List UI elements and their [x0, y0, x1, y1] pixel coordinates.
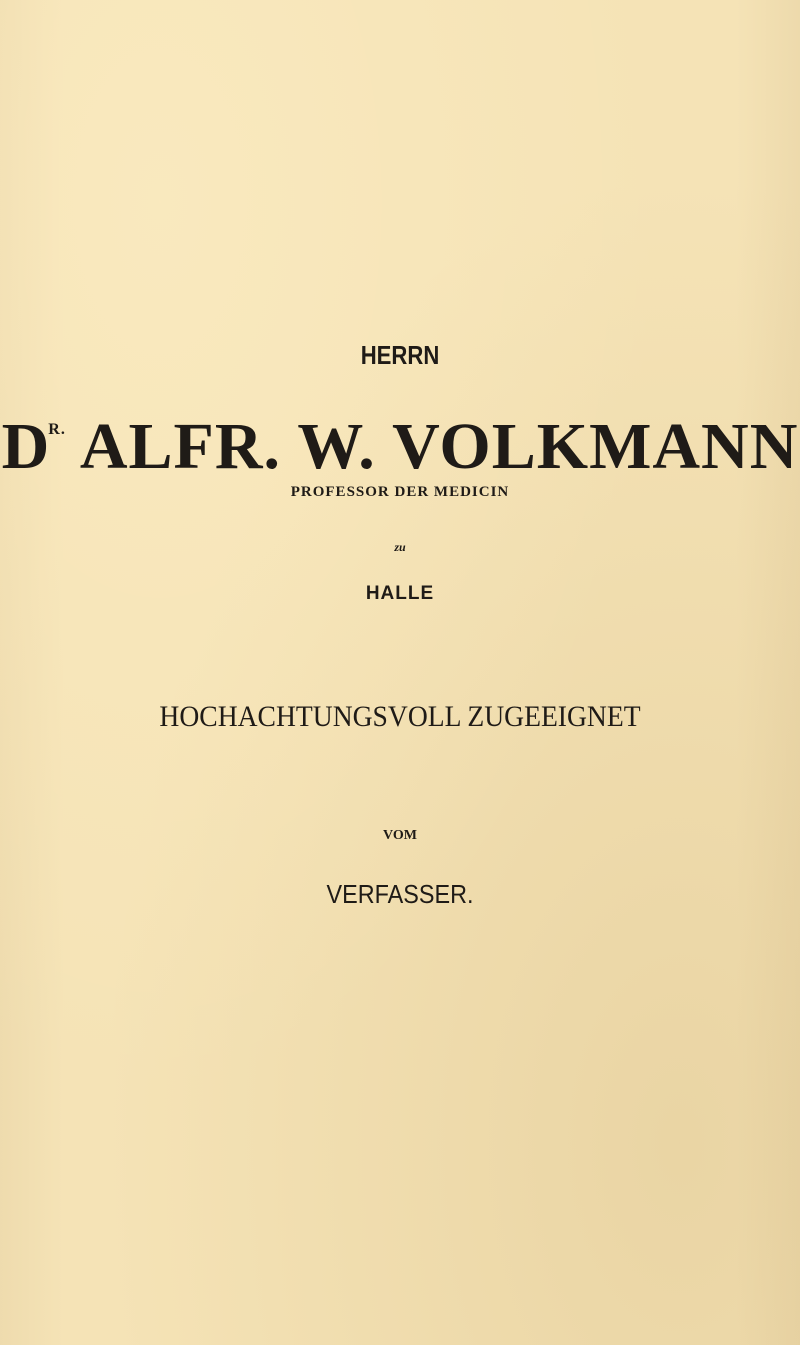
preposition-zu: zu: [394, 540, 406, 554]
name-prefix-superscript: R.: [48, 421, 66, 438]
name-text: ALFR. W. VOLKMANN: [79, 410, 799, 483]
preposition-vom: VOM: [383, 828, 417, 843]
author-verfasser: VERFASSER.: [326, 879, 474, 909]
salutation-herrn: HERRN: [360, 340, 440, 370]
dedication-phrase: HOCHACHTUNGSVOLL ZUGEEIGNET: [159, 700, 641, 733]
dedicatee-name: [0, 395, 800, 482]
name-prefix: D: [1, 410, 51, 483]
dedicatee-title: PROFESSOR DER MEDICIN: [290, 484, 510, 500]
city-name: HALLE: [365, 583, 435, 604]
